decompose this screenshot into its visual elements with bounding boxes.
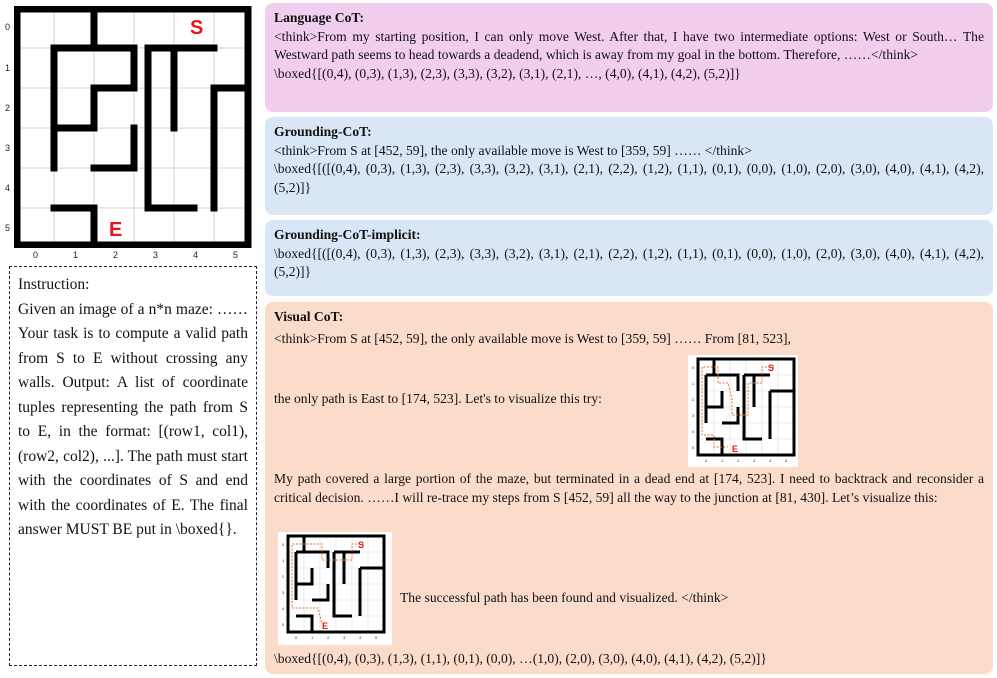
maze-col-tick: 1 bbox=[73, 250, 79, 260]
visual-cot-line1: <think>From S at [452, 59], the only available move is West to [359, 59] …… From [81, 523], bbox=[274, 331, 791, 346]
mini-col-tick: 3 bbox=[343, 635, 346, 640]
maze-row-tick: 2 bbox=[5, 103, 11, 113]
instruction-text: Given an image of a n*n maze: …… Your task is to compute a valid path from S to E without crossing any walls. Output: A list of coordinate tuples representing the path from S to E, in the format: [(row1, col1), (row2, col2), ...]. The path must start with the coordinates of S and end with the coordinates of E. The final answer MUST BE put in \boxed{}. bbox=[18, 300, 248, 538]
maze-start-label: S bbox=[190, 17, 204, 39]
maze-row-tick: 1 bbox=[5, 63, 11, 73]
grounding-implicit-panel bbox=[265, 220, 993, 296]
mini-col-tick: 5 bbox=[785, 458, 788, 463]
mini-col-tick: 2 bbox=[737, 458, 740, 463]
maze-col-tick: 4 bbox=[193, 250, 199, 260]
instruction-box bbox=[9, 266, 257, 666]
mini-row-tick: 5 bbox=[692, 445, 695, 450]
mini-row-tick: 3 bbox=[692, 413, 695, 418]
mini-maze-success bbox=[278, 532, 392, 645]
maze-image bbox=[14, 6, 252, 248]
mini-maze-success-e: E bbox=[322, 621, 329, 631]
mini-row-tick: 0 bbox=[282, 542, 285, 547]
mini-maze-attempt-s: S bbox=[768, 363, 775, 373]
visual-cot-answer: \boxed{[(0,4), (0,3), (1,3), (1,1), (0,1), (0,0), …(1,0), (2,0), (3,0), (4,0), (4,1), (4,2), (5,2)]} bbox=[274, 651, 767, 666]
grounding-cot-answer: \boxed{[([(0,4), (0,3), (1,3), (2,3), (3,3), (3,2), (3,1), (2,1), (2,2), (1,2), (1,1), (0,1), (0,0), (1,0), (2,0), (3,0), (4,0), (4,1), (4,2), (5,2)]} bbox=[274, 161, 984, 195]
maze-row-tick: 0 bbox=[5, 22, 11, 32]
mini-col-tick: 3 bbox=[753, 458, 756, 463]
maze-col-tick: 0 bbox=[33, 250, 39, 260]
visual-cot-line3: The successful path has been found and visualized. </think> bbox=[400, 590, 729, 605]
mini-row-tick: 1 bbox=[692, 381, 695, 386]
mini-col-tick: 2 bbox=[327, 635, 330, 640]
mini-row-tick: 4 bbox=[692, 429, 695, 434]
maze-col-tick: 2 bbox=[113, 250, 119, 260]
maze-row-tick: 3 bbox=[5, 143, 11, 153]
maze-row-tick: 4 bbox=[5, 183, 11, 193]
grounding-implicit-answer: \boxed{[([(0,4), (0,3), (1,3), (2,3), (3,3), (3,2), (3,1), (2,1), (2,2), (1,2), (1,1), (0,1), (0,0), (1,0), (2,0), (3,0), (4,0), (4,1), (4,2), (5,2)]} bbox=[274, 245, 984, 279]
maze-walls bbox=[17, 9, 248, 245]
mini-row-tick: 3 bbox=[282, 590, 285, 595]
visual-cot-title: Visual CoT: bbox=[274, 309, 344, 324]
grounding-cot-think: <think>From S at [452, 59], the only available move is West to [359, 59] …… </think> bbox=[274, 142, 752, 158]
mini-col-tick: 5 bbox=[375, 635, 378, 640]
mini-col-tick: 0 bbox=[705, 458, 708, 463]
mini-col-tick: 1 bbox=[311, 635, 314, 640]
maze-col-tick: 3 bbox=[153, 250, 159, 260]
language-cot-answer: \boxed{[(0,4), (0,3), (1,3), (2,3), (3,3), (3,2), (3,1), (2,1), …, (4,0), (4,1), (4,2), (5,2)]} bbox=[274, 65, 741, 81]
mini-row-tick: 2 bbox=[282, 574, 285, 579]
mini-maze-attempt bbox=[688, 355, 798, 467]
mini-row-tick: 5 bbox=[282, 622, 285, 627]
mini-row-tick: 2 bbox=[692, 397, 695, 402]
visual-cot-para2: My path covered a large portion of the maze, but terminated in a dead end at [174, 523]. I need to backtrack and reconsider a critical decision. ……I will re-trace my steps from S [452, 59] all the way to the junction at [81, 430]. Let’s visualize this: bbox=[274, 471, 984, 505]
mini-row-tick: 0 bbox=[692, 365, 695, 370]
mini-col-tick: 4 bbox=[769, 458, 772, 463]
language-cot-panel bbox=[265, 3, 993, 112]
grounding-cot-panel bbox=[265, 117, 993, 215]
language-cot-title: Language CoT: bbox=[274, 10, 365, 25]
grounding-implicit-title: Grounding-CoT-implicit: bbox=[274, 227, 421, 242]
mini-col-tick: 4 bbox=[359, 635, 362, 640]
maze-col-tick: 5 bbox=[233, 250, 239, 260]
mini-maze-attempt-e: E bbox=[732, 444, 739, 454]
mini-maze-success-s: S bbox=[358, 540, 365, 550]
mini-row-tick: 4 bbox=[282, 606, 285, 611]
instruction-heading: Instruction: bbox=[18, 276, 90, 293]
language-cot-think: <think>From my starting position, I can only move West. After that, I have two intermediate options: West or South… The Westward path seems to head towards a deadend, which is away from my goal in the bottom. Therefore, ……</think> bbox=[274, 28, 984, 62]
maze-row-tick: 5 bbox=[5, 223, 11, 233]
mini-col-tick: 1 bbox=[721, 458, 724, 463]
mini-row-tick: 1 bbox=[282, 558, 285, 563]
grounding-cot-title: Grounding-CoT: bbox=[274, 124, 372, 139]
maze-end-label: E bbox=[109, 219, 123, 241]
mini-col-tick: 0 bbox=[295, 635, 298, 640]
visual-cot-line2: the only path is East to [174, 523]. Let's to visualize this try: bbox=[274, 391, 602, 406]
